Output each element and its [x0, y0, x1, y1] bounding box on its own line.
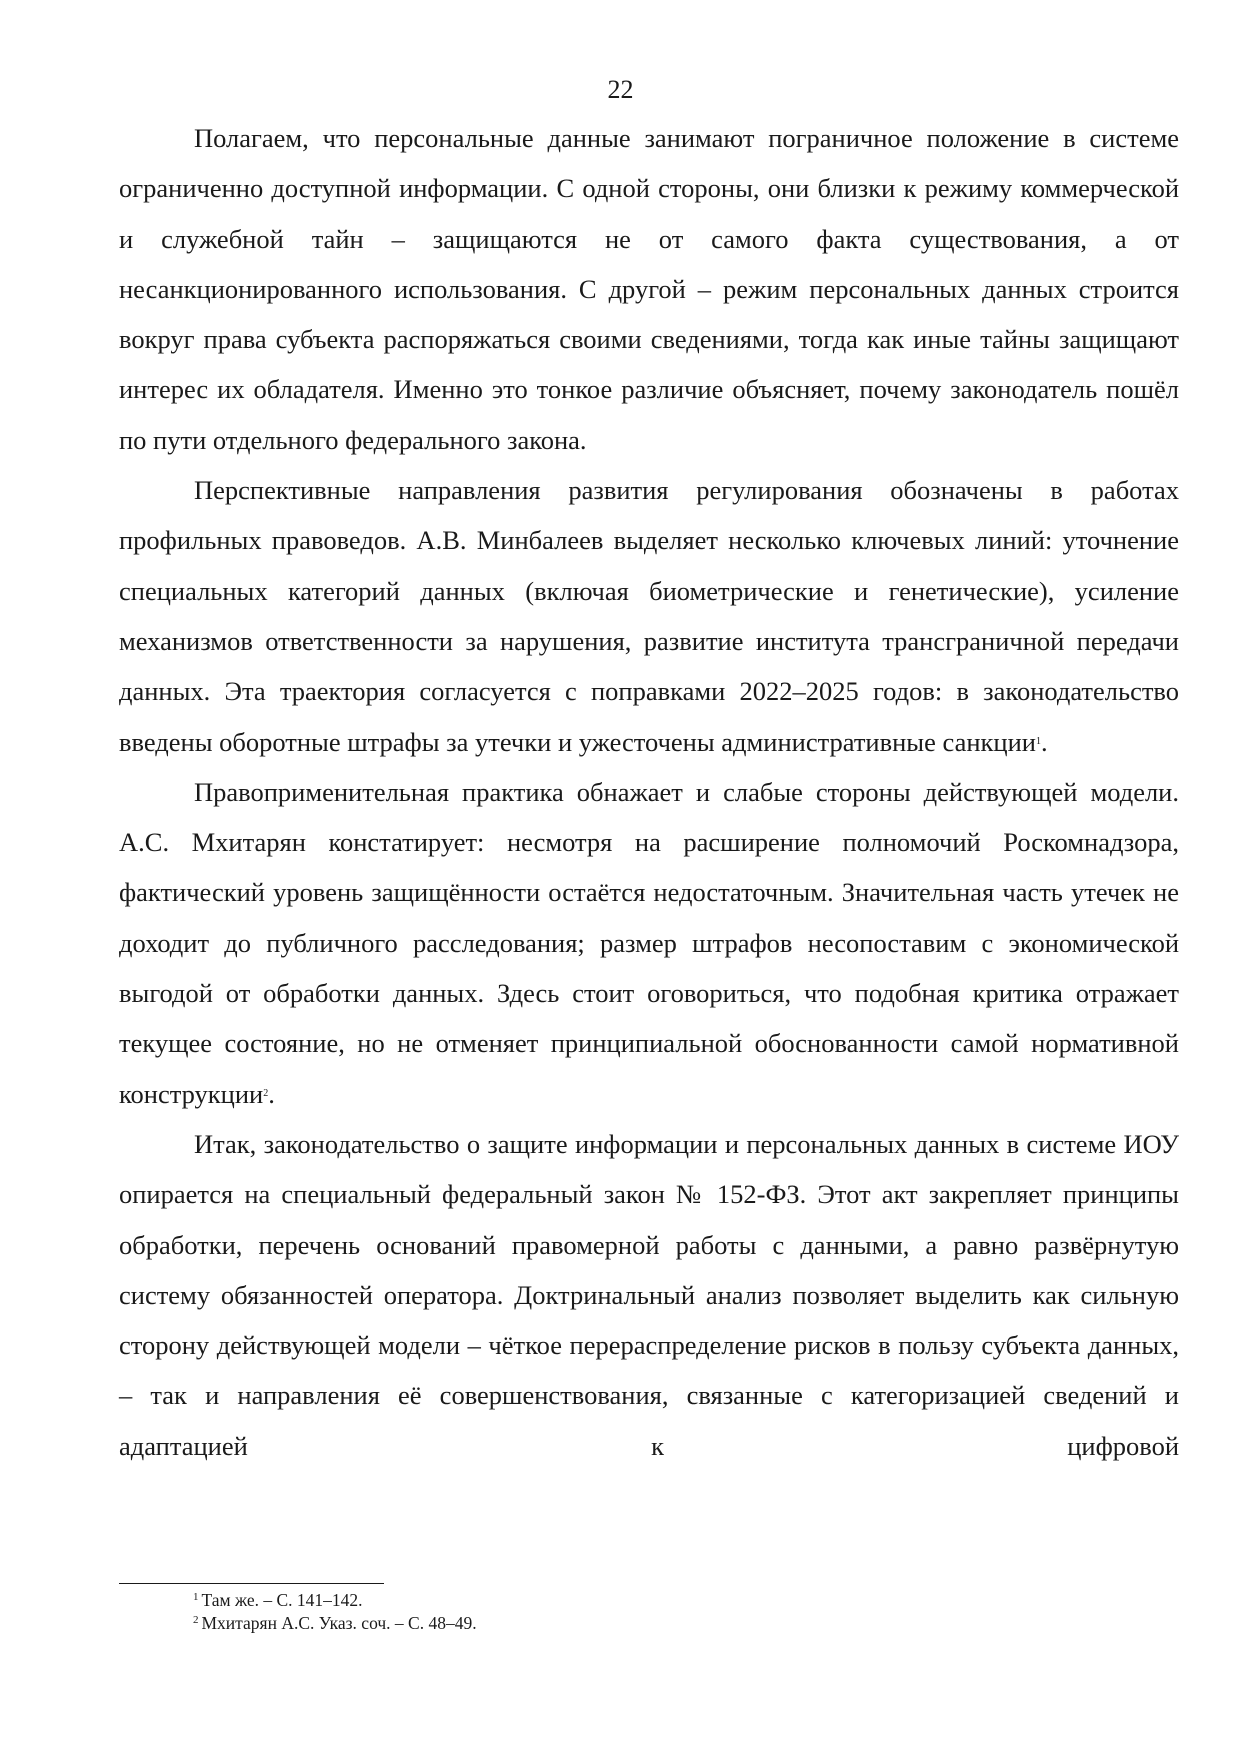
footnote-number: 1: [193, 1591, 199, 1603]
page-number: 22: [607, 75, 634, 104]
main-text: [119, 113, 1179, 1471]
footnote-separator: [119, 1583, 384, 1584]
paragraph: Итак, законодательство о защите информации и персональных данных в системе ИОУ опирается на специальный федеральный закон № 152-ФЗ. Этот акт закрепляет принципы обработки, перечень оснований правомерной работы с данными, а равно развёрнутую систему обязанностей оператора. Доктринальный анализ позволяет выделить как сильную сторону действующей модели – чёткое перераспределение рисков в пользу субъекта данных, – так и направления её совершенствования, связанные с категоризацией сведений и адаптацией к цифровой: [119, 1128, 1179, 1461]
paragraph-text: Правоприменительная практика обнажает и слабые стороны действующей модели. А.С. Мхитарян констатирует: несмотря на расширение полномочий Роскомнадзора, фактический уровень защищённости остаётся недостаточным. Значительная часть утечек не доходит до публичного расследования; размер штрафов несопоставим с экономической выгодой от обработки данных. Здесь стоит оговориться, что подобная критика отражает текущее состояние, но не отменяет принципиальной обоснованности самой нормативной конструкции: [119, 776, 1179, 1109]
paragraph: Полагаем, что персональные данные занимают пограничное положение в системе ограниченно доступной информации. С одной стороны, они близки к режиму коммерческой и служебной тайн – защищаются не от самого факта существования, а от несанкционированного использования. С другой – режим персональных данных строится вокруг права субъекта распоряжаться своими сведениями, тогда как иные тайны защищают интерес их обладателя. Именно это тонкое различие объясняет, почему законодатель пошёл по пути отдельного федерального закона.: [119, 123, 1179, 455]
paragraph-text: Перспективные направления развития регулирования обозначены в работах профильных правоведов. А.В. Минбалеев выделяет несколько ключевых линий: уточнение специальных категорий данных (включая биометрические и генетические), усиление механизмов ответственности за нарушения, развитие института трансграничной передачи данных. Эта траектория согласуется с поправками 2022–2025 годов: в законодательство введены оборотные штрафы за утечки и ужесточены административные санкции: [119, 475, 1179, 757]
footnote-ref[interactable]: 2: [263, 1087, 269, 1099]
paragraph: Перспективные направления развития регулирования обозначены в работах профильных правоведов. А.В. Минбалеев выделяет несколько ключевых линий: уточнение специальных категорий данных (включая биометрические и генетические), усиление механизмов ответственности за нарушения, развитие института трансграничной передачи данных. Эта траектория согласуется с поправками 2022–2025 годов: в законодательство введены оборотные штрафы за утечки и ужесточены административные санкции$^1$.: [119, 475, 1179, 757]
footnote-text: Там же. – С. 141–142.: [201, 1590, 363, 1610]
paragraph: Правоприменительная практика обнажает и слабые стороны действующей модели. А.С. Мхитарян констатирует: несмотря на расширение полномочий Роскомнадзора, фактический уровень защищённости остаётся недостаточным. Значительная часть утечек не доходит до публичного расследования; размер штрафов несопоставим с экономической выгодой от обработки данных. Здесь стоит оговориться, что подобная критика отражает текущее состояние, но не отменяет принципиальной обоснованности самой нормативной конструкции$^2$.: [119, 776, 1179, 1109]
footnote: [193, 1612, 477, 1635]
footnote-ref[interactable]: 1: [1035, 735, 1041, 747]
footnotes: [193, 1589, 477, 1635]
footnote-number: 2: [193, 1614, 199, 1626]
footnote: [193, 1589, 477, 1612]
footnote-text: Мхитарян А.С. Указ. соч. – С. 48–49.: [201, 1613, 477, 1633]
